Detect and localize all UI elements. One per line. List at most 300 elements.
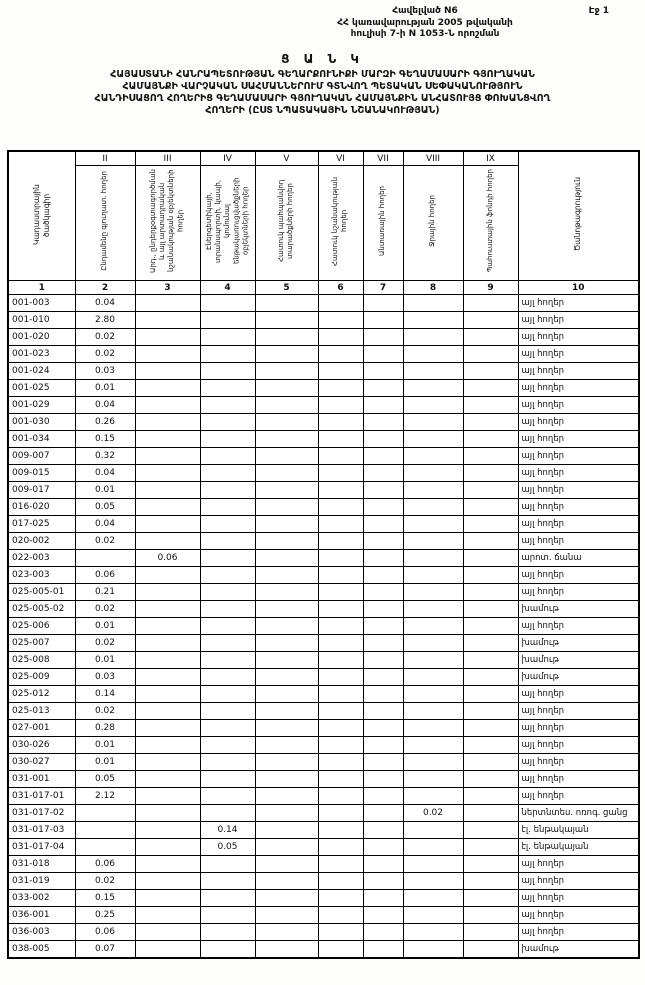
table-row: [8, 669, 639, 686]
area-value-cell: [318, 448, 363, 465]
area-value-cell: 0.21: [75, 584, 135, 601]
area-value-cell: 0.26: [75, 414, 135, 431]
note-cell: այլ հողեր: [518, 703, 639, 720]
area-value-cell: [363, 346, 403, 363]
table-row: [8, 652, 639, 669]
area-value-cell: [403, 907, 463, 924]
area-value-cell: [403, 533, 463, 550]
table-row: [8, 873, 639, 890]
area-value-cell: 2.80: [75, 312, 135, 329]
area-value-cell: 0.14: [75, 686, 135, 703]
note-cell: ներտնտես. ոռոգ. ցանց: [518, 805, 639, 822]
area-value-cell: [255, 771, 318, 788]
note-cell: էլ. ենթակայան: [518, 822, 639, 839]
area-value-cell: [463, 584, 518, 601]
cadastral-code-cell: 025-006: [8, 618, 75, 635]
area-value-cell: [135, 720, 200, 737]
column-number: 4: [200, 281, 255, 295]
area-value-cell: [75, 805, 135, 822]
subtitle-line: ՀԱՆԴԻՍԱՑՈՂ ՀՈՂԵՐԻՑ ԳԵՂԱՄԱՍԱՐԻ ԳՅՈՒՂԱԿԱՆ ՀԱՄԱՅՆՔԻՆ ԱՆՀԱՏՈՒՅՑ ՓՈԽԱՆՑՎՈՂ: [94, 92, 551, 104]
table-row: [8, 397, 639, 414]
note-cell: այլ հողեր: [518, 516, 639, 533]
cadastral-code-cell: 031-017-03: [8, 822, 75, 839]
table-row: [8, 907, 639, 924]
note-cell: այլ հողեր: [518, 754, 639, 771]
area-value-cell: [135, 652, 200, 669]
area-value-cell: [318, 686, 363, 703]
area-value-cell: 0.07: [75, 941, 135, 959]
area-value-cell: [135, 890, 200, 907]
area-value-cell: [363, 448, 403, 465]
area-value-cell: [463, 686, 518, 703]
area-value-cell: [363, 431, 403, 448]
table-row: [8, 941, 639, 959]
area-value-cell: 0.28: [75, 720, 135, 737]
area-value-cell: 0.25: [75, 907, 135, 924]
area-value-cell: [135, 771, 200, 788]
area-value-cell: 0.01: [75, 652, 135, 669]
cadastral-code-cell: 027-001: [8, 720, 75, 737]
area-value-cell: 0.06: [75, 856, 135, 873]
area-value-cell: [135, 856, 200, 873]
document-title-block: [0, 52, 645, 117]
area-value-cell: [135, 703, 200, 720]
table-row: [8, 414, 639, 431]
area-value-cell: [200, 788, 255, 805]
note-cell: այլ հողեր: [518, 431, 639, 448]
annex-reference-block: [250, 6, 600, 41]
header-special-purpose-label: Հատուկ նշանակության հողեր: [331, 176, 349, 266]
area-value-cell: [363, 873, 403, 890]
cadastral-code-cell: 036-001: [8, 907, 75, 924]
area-value-cell: [135, 686, 200, 703]
cadastral-code-cell: 001-023: [8, 346, 75, 363]
area-value-cell: [363, 652, 403, 669]
area-value-cell: [463, 601, 518, 618]
area-value-cell: [200, 601, 255, 618]
area-value-cell: [255, 346, 318, 363]
area-value-cell: [463, 516, 518, 533]
table-row: [8, 295, 639, 312]
table-row: [8, 431, 639, 448]
area-value-cell: [200, 533, 255, 550]
area-value-cell: [403, 737, 463, 754]
column-number: 9: [463, 281, 518, 295]
area-value-cell: [318, 873, 363, 890]
area-value-cell: [200, 703, 255, 720]
area-value-cell: [200, 448, 255, 465]
header-cadastral-code: [8, 151, 75, 281]
area-value-cell: [318, 839, 363, 856]
subtitle-line: ՀԱՅԱՍՏԱՆԻ ՀԱՆՐԱՊԵՏՈՒԹՅԱՆ ԳԵՂԱՐՔՈՒՆԻՔԻ ՄԱՐԶԻ ԳԵՂԱՄԱՍԱՐԻ ԳՅՈՒՂԱԿԱՆ: [110, 69, 535, 80]
area-value-cell: [135, 907, 200, 924]
area-value-cell: [463, 839, 518, 856]
area-value-cell: [255, 414, 318, 431]
area-value-cell: [200, 414, 255, 431]
cadastral-code-cell: 020-002: [8, 533, 75, 550]
area-value-cell: [363, 856, 403, 873]
note-cell: այլ հողեր: [518, 907, 639, 924]
area-value-cell: 0.05: [75, 499, 135, 516]
area-value-cell: [135, 397, 200, 414]
header-forest: [363, 166, 403, 281]
note-cell: խամութ: [518, 601, 639, 618]
area-value-cell: 0.02: [75, 635, 135, 652]
roman-numeral-vii: VII: [363, 151, 403, 166]
area-value-cell: [318, 635, 363, 652]
area-value-cell: [318, 601, 363, 618]
area-value-cell: [363, 771, 403, 788]
table-row: [8, 380, 639, 397]
area-value-cell: [200, 312, 255, 329]
area-value-cell: [135, 465, 200, 482]
area-value-cell: [318, 618, 363, 635]
area-value-cell: [200, 890, 255, 907]
area-value-cell: [463, 533, 518, 550]
table-row: [8, 805, 639, 822]
area-value-cell: [135, 516, 200, 533]
roman-numeral-v: V: [255, 151, 318, 166]
note-cell: խամութ: [518, 635, 639, 652]
area-value-cell: [403, 431, 463, 448]
area-value-cell: 0.06: [135, 550, 200, 567]
area-value-cell: [200, 907, 255, 924]
area-value-cell: [255, 890, 318, 907]
note-cell: այլ հողեր: [518, 771, 639, 788]
table-row: [8, 601, 639, 618]
table-row: [8, 516, 639, 533]
area-value-cell: [363, 295, 403, 312]
area-value-cell: 0.01: [75, 380, 135, 397]
area-value-cell: 0.05: [200, 839, 255, 856]
area-value-cell: [363, 363, 403, 380]
cadastral-code-cell: 025-008: [8, 652, 75, 669]
cadastral-code-cell: 038-005: [8, 941, 75, 959]
header-reserve-fund: [463, 166, 518, 281]
roman-numeral-iv: IV: [200, 151, 255, 166]
area-value-cell: [403, 754, 463, 771]
area-value-cell: [403, 873, 463, 890]
table-row: [8, 822, 639, 839]
header-forest-label: Անտառային հողեր: [378, 186, 387, 256]
area-value-cell: [255, 482, 318, 499]
area-value-cell: [318, 380, 363, 397]
header-energy-transport-label: Էներգետիկայի, տրանսպորտի, կապի, կոմունալ ենթակառուցվածքների օբյեկտների հողեր: [204, 177, 250, 265]
table-row: [8, 482, 639, 499]
note-cell: այլ հողեր: [518, 312, 639, 329]
area-value-cell: [463, 482, 518, 499]
note-cell: այլ հողեր: [518, 295, 639, 312]
area-value-cell: [363, 584, 403, 601]
area-value-cell: [255, 584, 318, 601]
area-value-cell: [200, 329, 255, 346]
area-value-cell: 0.01: [75, 737, 135, 754]
area-value-cell: [200, 754, 255, 771]
area-value-cell: [135, 567, 200, 584]
area-value-cell: [318, 771, 363, 788]
column-number: 10: [518, 281, 639, 295]
area-value-cell: [403, 499, 463, 516]
area-value-cell: [318, 312, 363, 329]
area-value-cell: [363, 516, 403, 533]
area-value-cell: [403, 924, 463, 941]
area-value-cell: [255, 805, 318, 822]
table-row: [8, 533, 639, 550]
area-value-cell: [135, 924, 200, 941]
area-value-cell: [135, 635, 200, 652]
area-value-cell: 0.04: [75, 516, 135, 533]
column-number: 6: [318, 281, 363, 295]
area-value-cell: [255, 550, 318, 567]
area-value-cell: [363, 720, 403, 737]
cadastral-code-cell: 030-026: [8, 737, 75, 754]
area-value-cell: [135, 788, 200, 805]
area-value-cell: [200, 618, 255, 635]
cadastral-code-cell: 023-003: [8, 567, 75, 584]
cadastral-code-cell: 009-017: [8, 482, 75, 499]
area-value-cell: [135, 346, 200, 363]
area-value-cell: 0.04: [75, 465, 135, 482]
header-cadastral-code-label: Կադաստրային ծածկագիր: [32, 184, 51, 245]
area-value-cell: [318, 516, 363, 533]
area-value-cell: [403, 397, 463, 414]
area-value-cell: [318, 295, 363, 312]
cadastral-code-cell: 001-024: [8, 363, 75, 380]
note-cell: այլ հողեր: [518, 329, 639, 346]
area-value-cell: [318, 363, 363, 380]
table-row: [8, 856, 639, 873]
area-value-cell: [255, 720, 318, 737]
area-value-cell: [403, 584, 463, 601]
area-value-cell: [200, 346, 255, 363]
note-cell: այլ հողեր: [518, 686, 639, 703]
area-value-cell: [200, 924, 255, 941]
area-value-cell: 0.15: [75, 431, 135, 448]
area-value-cell: [200, 669, 255, 686]
cadastral-code-cell: 031-001: [8, 771, 75, 788]
area-value-cell: [463, 669, 518, 686]
cadastral-code-cell: 033-002: [8, 890, 75, 907]
area-value-cell: [403, 550, 463, 567]
area-value-cell: [463, 635, 518, 652]
area-value-cell: [363, 601, 403, 618]
area-value-cell: 0.32: [75, 448, 135, 465]
area-value-cell: [463, 924, 518, 941]
area-value-cell: [363, 533, 403, 550]
area-value-cell: [363, 618, 403, 635]
area-value-cell: 0.14: [200, 822, 255, 839]
area-value-cell: [403, 669, 463, 686]
cadastral-code-cell: 031-017-01: [8, 788, 75, 805]
header-water-label: Ջրային հողեր: [428, 195, 437, 247]
roman-numeral-viii: VIII: [403, 151, 463, 166]
area-value-cell: [255, 941, 318, 959]
roman-numeral-iii: III: [135, 151, 200, 166]
table-row: [8, 686, 639, 703]
table-row: [8, 346, 639, 363]
area-value-cell: [463, 499, 518, 516]
area-value-cell: [403, 567, 463, 584]
note-cell: էլ. ենթակայան: [518, 839, 639, 856]
area-value-cell: [200, 550, 255, 567]
area-value-cell: [363, 380, 403, 397]
note-cell: այլ հողեր: [518, 584, 639, 601]
table-row: [8, 567, 639, 584]
cadastral-code-cell: 001-030: [8, 414, 75, 431]
table-row: [8, 550, 639, 567]
column-number: 2: [75, 281, 135, 295]
area-value-cell: [318, 346, 363, 363]
area-value-cell: [135, 363, 200, 380]
table-row: [8, 499, 639, 516]
table-row: [8, 312, 639, 329]
column-number: 8: [403, 281, 463, 295]
area-value-cell: [318, 414, 363, 431]
area-value-cell: [255, 754, 318, 771]
header-industrial-label: Արդ., ընդերքօգտագործման և այլ արտադրական նշանակության օբյեկտների հողեր: [149, 169, 185, 273]
area-value-cell: [200, 363, 255, 380]
area-value-cell: 0.03: [75, 669, 135, 686]
area-value-cell: [200, 397, 255, 414]
column-number: 7: [363, 281, 403, 295]
cadastral-code-cell: 022-003: [8, 550, 75, 567]
area-value-cell: [255, 516, 318, 533]
area-value-cell: 0.04: [75, 295, 135, 312]
area-value-cell: [200, 380, 255, 397]
header-note-label: Ծանոթագրություն: [573, 177, 583, 252]
annex-line: հուլիսի 7-ի N 1053-Ն որոշման: [350, 29, 500, 40]
area-value-cell: 0.02: [75, 601, 135, 618]
area-value-cell: [255, 397, 318, 414]
area-value-cell: [463, 822, 518, 839]
area-value-cell: [318, 567, 363, 584]
area-value-cell: [255, 873, 318, 890]
area-value-cell: [403, 890, 463, 907]
area-value-cell: [403, 448, 463, 465]
area-value-cell: [463, 856, 518, 873]
cadastral-code-cell: 001-010: [8, 312, 75, 329]
area-value-cell: [255, 669, 318, 686]
area-value-cell: [403, 516, 463, 533]
area-value-cell: [200, 720, 255, 737]
cadastral-code-cell: 017-025: [8, 516, 75, 533]
area-value-cell: [200, 516, 255, 533]
table-row: [8, 788, 639, 805]
area-value-cell: [363, 465, 403, 482]
cadastral-code-cell: 001-025: [8, 380, 75, 397]
area-value-cell: [200, 941, 255, 959]
area-value-cell: [463, 363, 518, 380]
area-value-cell: [463, 788, 518, 805]
note-cell: խամութ: [518, 669, 639, 686]
area-value-cell: [255, 618, 318, 635]
area-value-cell: [403, 686, 463, 703]
area-value-cell: [363, 788, 403, 805]
area-value-cell: 0.01: [75, 754, 135, 771]
roman-numeral-ii: II: [75, 151, 135, 166]
area-value-cell: [318, 431, 363, 448]
header-note: [518, 151, 639, 281]
area-value-cell: [463, 652, 518, 669]
area-value-cell: [200, 805, 255, 822]
area-value-cell: [403, 856, 463, 873]
table-row: [8, 737, 639, 754]
area-value-cell: [318, 856, 363, 873]
area-value-cell: 0.01: [75, 618, 135, 635]
column-numbers-row: [8, 281, 639, 295]
area-value-cell: [463, 431, 518, 448]
area-value-cell: [255, 533, 318, 550]
area-value-cell: [318, 397, 363, 414]
area-value-cell: [200, 856, 255, 873]
area-value-cell: [463, 720, 518, 737]
area-value-cell: [318, 329, 363, 346]
cadastral-code-cell: 001-020: [8, 329, 75, 346]
area-value-cell: [363, 924, 403, 941]
area-value-cell: [318, 822, 363, 839]
area-value-cell: [255, 329, 318, 346]
note-cell: այլ հողեր: [518, 414, 639, 431]
header-water: [403, 166, 463, 281]
area-value-cell: [135, 482, 200, 499]
cadastral-code-cell: 025-009: [8, 669, 75, 686]
table-row: [8, 771, 639, 788]
area-value-cell: [463, 941, 518, 959]
note-cell: այլ հողեր: [518, 720, 639, 737]
cadastral-code-cell: 009-015: [8, 465, 75, 482]
note-cell: այլ հողեր: [518, 346, 639, 363]
cadastral-code-cell: 036-003: [8, 924, 75, 941]
area-value-cell: [463, 567, 518, 584]
note-cell: այլ հողեր: [518, 737, 639, 754]
area-value-cell: [403, 346, 463, 363]
annex-line: Հավելված N6: [392, 6, 458, 16]
area-value-cell: [200, 584, 255, 601]
area-value-cell: [463, 312, 518, 329]
note-cell: այլ հողեր: [518, 856, 639, 873]
note-cell: այլ հողեր: [518, 924, 639, 941]
area-value-cell: [318, 482, 363, 499]
cadastral-code-cell: 001-034: [8, 431, 75, 448]
area-value-cell: [363, 686, 403, 703]
area-value-cell: [463, 754, 518, 771]
area-value-cell: [255, 703, 318, 720]
header-special-purpose: [318, 166, 363, 281]
roman-numerals-row: [8, 151, 639, 166]
area-value-cell: [363, 890, 403, 907]
area-value-cell: [135, 448, 200, 465]
area-value-cell: [403, 941, 463, 959]
area-value-cell: 0.03: [75, 363, 135, 380]
area-value-cell: [200, 295, 255, 312]
subtitle-line: ՀԱՄԱՅՆՔԻ ՎԱՐՉԱԿԱՆ ՍԱՀՄԱՆՆԵՐՈՒՄ ԳՏՆՎՈՂ ՊԵՏԱԿԱՆ ՍԵՓԱԿԱՆՈՒԹՅՈՒՆ: [122, 80, 523, 92]
area-value-cell: [200, 482, 255, 499]
note-cell: այլ հողեր: [518, 482, 639, 499]
table-row: [8, 618, 639, 635]
area-value-cell: [318, 533, 363, 550]
cadastral-code-cell: 025-012: [8, 686, 75, 703]
area-value-cell: [463, 737, 518, 754]
cadastral-code-cell: 001-003: [8, 295, 75, 312]
area-value-cell: [463, 873, 518, 890]
area-value-cell: [255, 380, 318, 397]
area-value-cell: [363, 839, 403, 856]
area-value-cell: [135, 499, 200, 516]
area-value-cell: [255, 567, 318, 584]
area-value-cell: [463, 907, 518, 924]
area-value-cell: [318, 550, 363, 567]
header-protected-areas-label: Հատուկ պահպանվող տարածքների հողեր: [277, 179, 295, 263]
